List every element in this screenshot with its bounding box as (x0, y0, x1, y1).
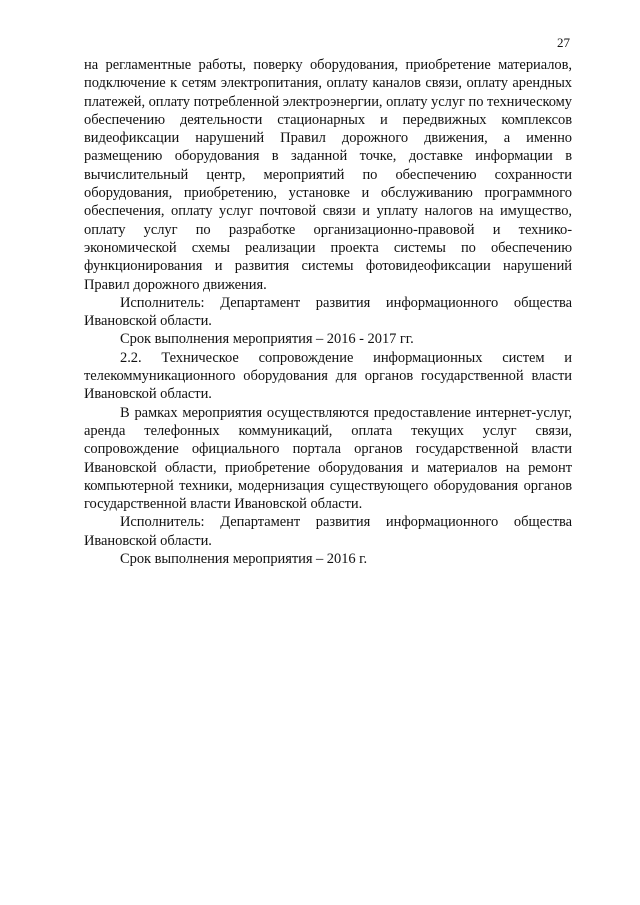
paragraph-section-heading-2-2: 2.2. Техническое сопровождение информационных систем и телекоммуникационного оборудования для органов государственной власти Ивановской области. (84, 349, 572, 403)
paragraph-deadline-2: Срок выполнения мероприятия – 2016 г. (120, 551, 368, 568)
page-number: 27 (557, 35, 570, 50)
paragraph-executor-2: Исполнитель: Департамент развития информационного общества Ивановской области. (84, 514, 572, 549)
document-body (84, 56, 572, 568)
paragraph-activity-scope: на регламентные работы, поверку оборудования, приобретение материалов, подключение к сетям электропитания, оплату каналов связи, оплату арендных платежей, оплату потребленной электроэнергии, оплату услуг по техническому обеспечению деятельности стационарных и передвижных комплексов видеофиксации нарушений Правил дорожного движения, а именно размещению оборудования в заданной точке, доставке информации в вычислительный центр, мероприятий по обеспечению сохранности оборудования, приобретению, установке и обслуживанию программного обеспечения, оплату услуг почтовой связи и уплату налогов на имущество, оплату услуг по разработке организационно-правовой и технико-экономической схемы реализации проекта системы по обеспечению функционирования и развития системы фотовидеофиксации нарушений Правил дорожного движения. (84, 57, 572, 293)
paragraph-deadline-1: Срок выполнения мероприятия – 2016 - 2017 гг. (120, 331, 414, 348)
paragraph-executor-1: Исполнитель: Департамент развития информационного общества Ивановской области. (84, 294, 572, 330)
paragraph-activity-description: В рамках мероприятия осуществляются предоставление интернет-услуг, аренда телефонных коммуникаций, оплата текущих услуг связи, сопровождение официального портала органов государственной власти Ивановской области, приобретение оборудования и материалов на ремонт компьютерной техники, модернизация существующего оборудования органов государственной власти Ивановской области. (84, 404, 572, 513)
